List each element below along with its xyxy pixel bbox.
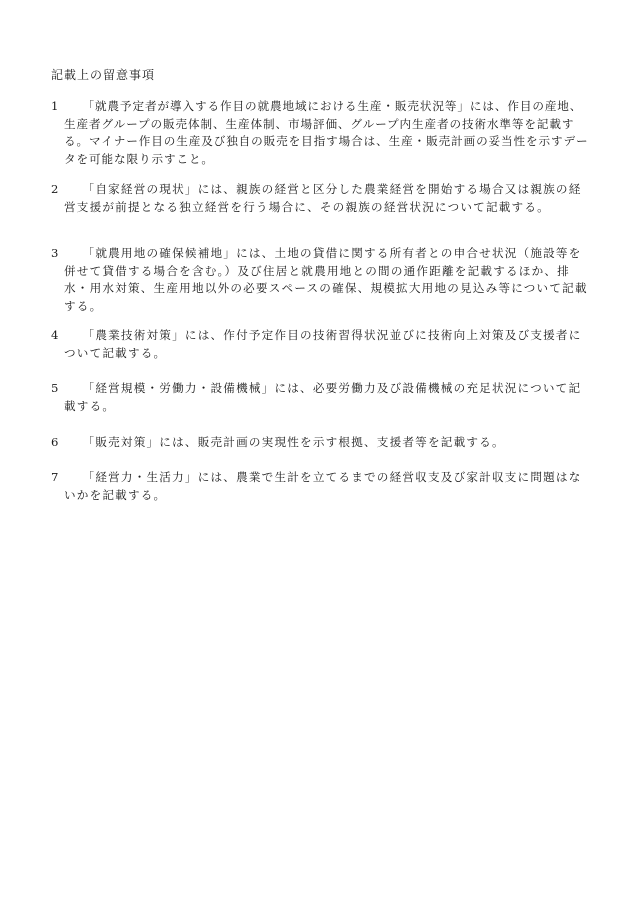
list-item [51, 98, 591, 168]
item-text: 「就農用地の確保候補地」には、土地の貸借に関する所有者との申合せ状況（施設等を併せて貸借する場合を含む。）及び住居と就農用地との間の通作距離を記載するほか、排水・用水対策、生産用地以外の必要スペースの確保、規模拡大用地の見込み等について記載する。 [64, 246, 588, 313]
list-item [51, 181, 591, 216]
item-text: 「販売対策」には、販売計画の実現性を示す根拠、支援者等を記載する。 [82, 435, 505, 449]
item-text: 「自家経営の現状」には、親族の経営と区分した農業経営を開始する場合又は親族の経営支援が前提となる独立経営を行う場合に、その親族の経営状況について記載する。 [64, 182, 582, 214]
item-number: 3 [51, 246, 59, 260]
list-item [51, 245, 591, 315]
item-text: 「経営力・生活力」には、農業で生計を立てるまでの経営収支及び家計収支に問題はないかを記載する。 [64, 470, 582, 502]
item-number: 1 [51, 99, 59, 113]
item-text: 「経営規模・労働力・設備機械」には、必要労働力及び設備機械の充足状況について記載する。 [64, 381, 582, 413]
item-number: 6 [51, 435, 59, 449]
list-item [51, 380, 591, 415]
document-heading: 記載上の留意事項 [51, 68, 156, 82]
item-number: 4 [51, 328, 59, 342]
item-number: 5 [51, 381, 59, 395]
item-number: 7 [51, 470, 59, 484]
list-item [51, 469, 591, 504]
item-number: 2 [51, 182, 59, 196]
list-item [51, 434, 591, 452]
list-item [51, 327, 591, 362]
item-text: 「農業技術対策」には、作付予定作目の技術習得状況並びに技術向上対策及び支援者について記載する。 [64, 328, 582, 360]
item-text: 「就農予定者が導入する作目の就農地域における生産・販売状況等」には、作目の産地、生産者グループの販売体制、生産体制、市場評価、グループ内生産者の技術水準等を記載する。マイナー作目の生産及び独自の販売を目指す場合は、生産・販売計画の妥当性を示すデータを可能な限り示すこと。 [64, 99, 589, 166]
